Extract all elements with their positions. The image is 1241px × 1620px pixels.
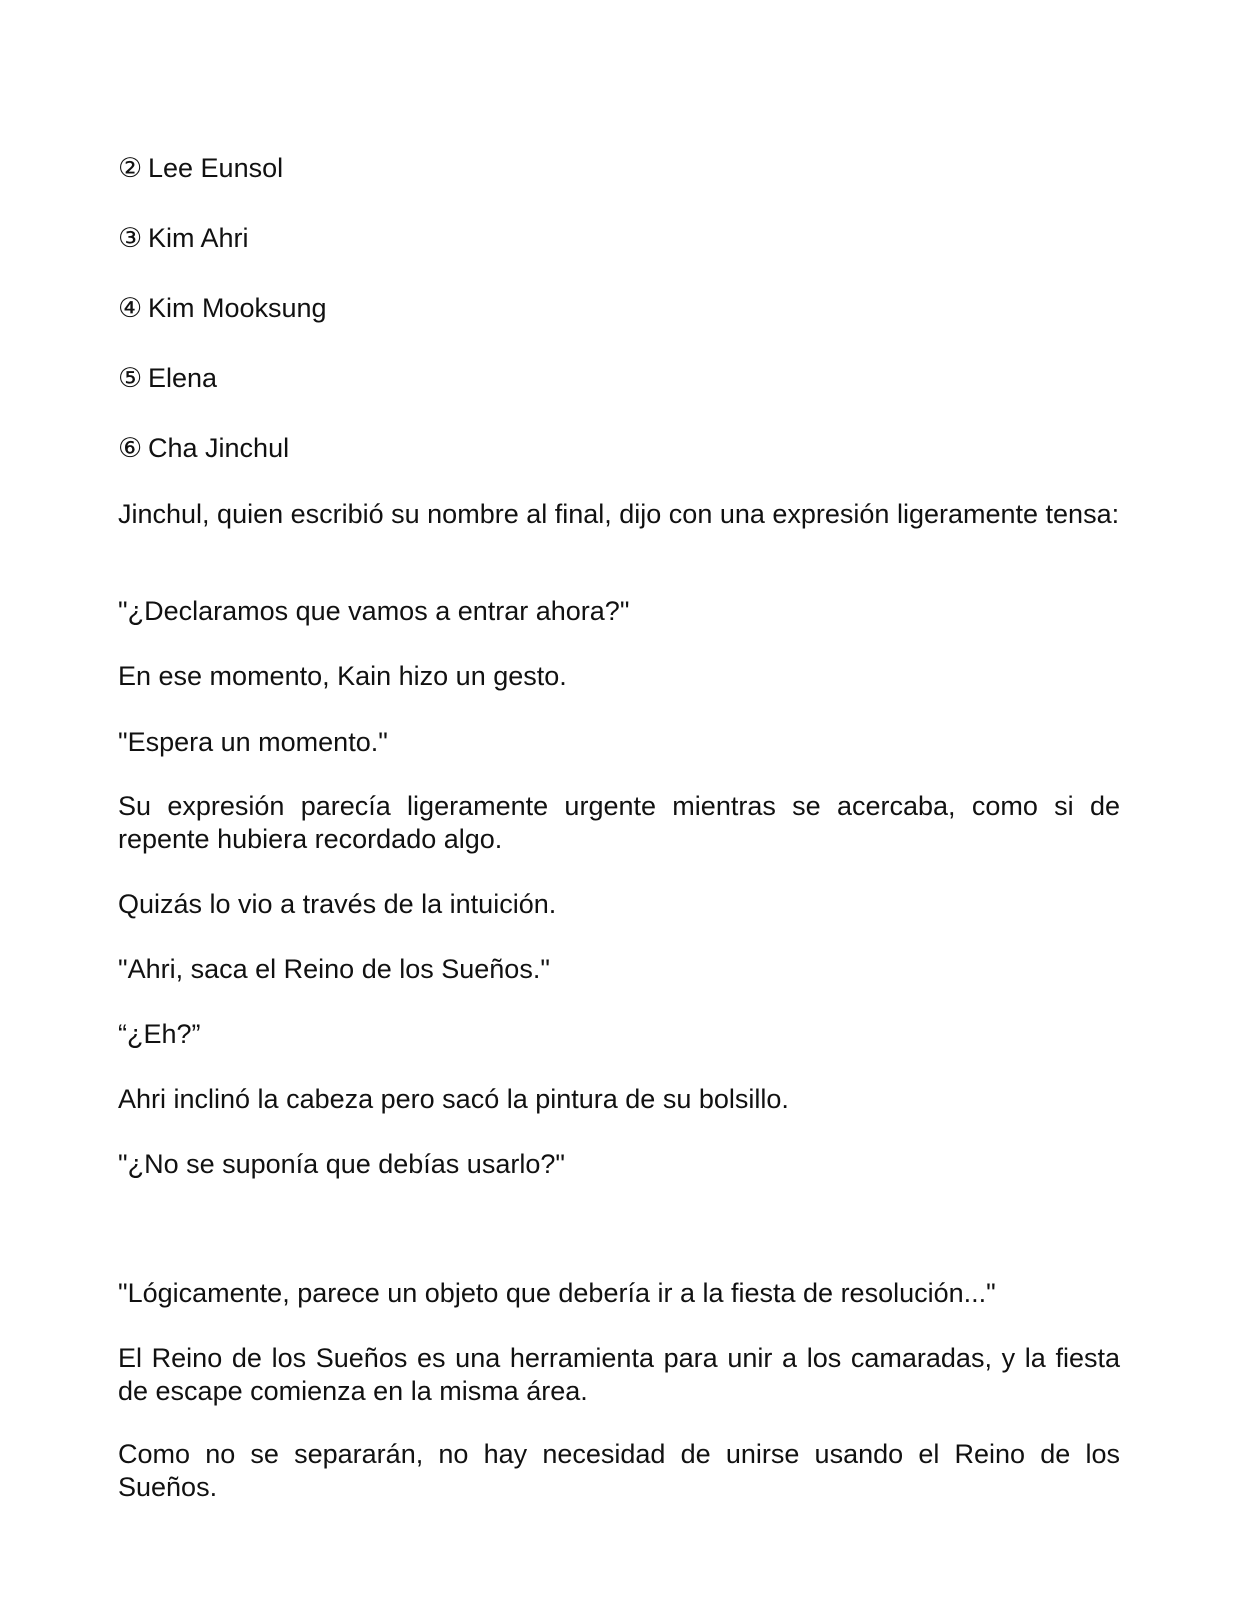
list-item-5 [118,362,1120,395]
list-item-name: Lee Eunsol [148,153,284,183]
paragraph-8: “¿Eh?” [118,1019,201,1049]
list-item-name: Elena [148,363,218,393]
list-item-name: Cha Jinchul [148,433,290,463]
paragraph-2: "¿Declaramos que vamos a entrar ahora?" [118,596,630,626]
paragraph-7: "Ahri, saca el Reino de los Sueños." [118,954,550,984]
list-item-name: Kim Mooksung [148,293,327,323]
circled-number-2: ② [118,153,143,183]
paragraph-3: En ese momento, Kain hizo un gesto. [118,661,567,691]
list-item-4 [118,292,1120,325]
circled-number-3: ③ [118,223,143,253]
paragraph-5: Su expresión parecía ligeramente urgente mientras se acercaba, como si de repente hubiera recordado algo. [118,791,1120,854]
paragraph-6: Quizás lo vio a través de la intuición. [118,889,557,919]
list-item-3 [118,222,1120,255]
list-item-name: Kim Ahri [148,223,249,253]
circled-number-6: ⑥ [118,433,143,463]
paragraph-13: Como no se separarán, no hay necesidad de unirse usando el Reino de los Sueños. [118,1439,1120,1502]
list-item-6 [118,432,1120,465]
circled-number-5: ⑤ [118,363,143,393]
paragraph-9: Ahri inclinó la cabeza pero sacó la pintura de su bolsillo. [118,1084,789,1114]
circled-number-4: ④ [118,293,143,323]
paragraph-1: Jinchul, quien escribió su nombre al final, dijo con una expresión ligeramente tensa: [118,499,1120,529]
paragraph-4: "Espera un momento." [118,727,388,757]
paragraph-11: "Lógicamente, parece un objeto que debería ir a la fiesta de resolución..." [118,1278,996,1308]
paragraph-10: "¿No se suponía que debías usarlo?" [118,1149,565,1179]
list-item-2 [118,152,1120,185]
paragraph-12: El Reino de los Sueños es una herramienta para unir a los camaradas, y la fiesta de escape comienza en la misma área. [118,1343,1120,1406]
